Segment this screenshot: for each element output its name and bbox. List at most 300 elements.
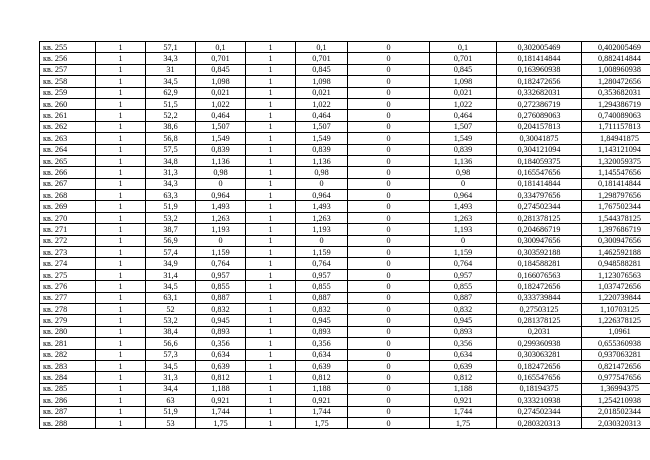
area-cell: 34,3 (146, 53, 196, 64)
value-c-cell: 0,893 (430, 326, 497, 337)
factor-cell: 1 (246, 258, 296, 269)
value-b-cell: 0,021 (296, 87, 348, 98)
zero-cell: 0 (348, 417, 430, 428)
value-b-cell: 0,832 (296, 303, 348, 314)
table-row (40, 417, 650, 428)
count-cell: 1 (96, 406, 146, 417)
factor-cell: 1 (246, 360, 296, 371)
share-cell: 0,299360938 (497, 338, 582, 349)
value-c-cell: 1,188 (430, 383, 497, 394)
count-cell: 1 (96, 167, 146, 178)
value-b-cell: 0,957 (296, 269, 348, 280)
value-a-cell: 0 (196, 178, 246, 189)
total-cell: 1,226378125 (582, 315, 650, 326)
zero-cell: 0 (348, 383, 430, 394)
table-row (40, 383, 650, 394)
share-cell: 0,300947656 (497, 235, 582, 246)
factor-cell: 1 (246, 178, 296, 189)
total-cell: 1,008960938 (582, 64, 650, 75)
apartment-label-cell: кв. 262 (40, 121, 96, 132)
factor-cell: 1 (246, 383, 296, 394)
share-cell: 0,166076563 (497, 269, 582, 280)
value-a-cell: 0,634 (196, 349, 246, 360)
total-cell: 0,948588281 (582, 258, 650, 269)
value-a-cell: 1,507 (196, 121, 246, 132)
apartment-label-cell: кв. 260 (40, 98, 96, 109)
value-a-cell: 0,764 (196, 258, 246, 269)
count-cell: 1 (96, 395, 146, 406)
value-a-cell: 0,464 (196, 110, 246, 121)
apartment-label-cell: кв. 259 (40, 87, 96, 98)
count-cell: 1 (96, 360, 146, 371)
value-a-cell: 1,022 (196, 98, 246, 109)
apartment-label-cell: кв. 279 (40, 315, 96, 326)
count-cell: 1 (96, 417, 146, 428)
area-cell: 51,5 (146, 98, 196, 109)
total-cell: 1,767502344 (582, 201, 650, 212)
zero-cell: 0 (348, 76, 430, 87)
area-cell: 57,1 (146, 42, 196, 53)
factor-cell: 1 (246, 190, 296, 201)
area-cell: 53,2 (146, 212, 196, 223)
total-cell: 0,300947656 (582, 235, 650, 246)
zero-cell: 0 (348, 167, 430, 178)
total-cell: 1,254210938 (582, 395, 650, 406)
area-cell: 63 (146, 395, 196, 406)
factor-cell: 1 (246, 292, 296, 303)
value-b-cell: 0,845 (296, 64, 348, 75)
total-cell: 1,220739844 (582, 292, 650, 303)
apartment-data-table (39, 41, 650, 429)
total-cell: 1,145547656 (582, 167, 650, 178)
value-b-cell: 0,812 (296, 372, 348, 383)
value-a-cell: 0,887 (196, 292, 246, 303)
table-row (40, 64, 650, 75)
count-cell: 1 (96, 87, 146, 98)
value-a-cell: 0,832 (196, 303, 246, 314)
table-row (40, 167, 650, 178)
count-cell: 1 (96, 133, 146, 144)
apartment-label-cell: кв. 284 (40, 372, 96, 383)
value-c-cell: 1,159 (430, 247, 497, 258)
area-cell: 34,8 (146, 155, 196, 166)
value-b-cell: 0,945 (296, 315, 348, 326)
factor-cell: 1 (246, 212, 296, 223)
table-row (40, 315, 650, 326)
value-c-cell: 0,356 (430, 338, 497, 349)
table-row (40, 281, 650, 292)
table-row (40, 110, 650, 121)
value-b-cell: 1,75 (296, 417, 348, 428)
count-cell: 1 (96, 42, 146, 53)
apartment-label-cell: кв. 283 (40, 360, 96, 371)
value-c-cell: 1,493 (430, 201, 497, 212)
value-a-cell: 0,839 (196, 144, 246, 155)
value-b-cell: 0,764 (296, 258, 348, 269)
factor-cell: 1 (246, 417, 296, 428)
value-b-cell: 1,263 (296, 212, 348, 223)
count-cell: 1 (96, 110, 146, 121)
share-cell: 0,184059375 (497, 155, 582, 166)
zero-cell: 0 (348, 338, 430, 349)
value-a-cell: 1,136 (196, 155, 246, 166)
apartment-label-cell: кв. 263 (40, 133, 96, 144)
table-row (40, 53, 650, 64)
area-cell: 63,3 (146, 190, 196, 201)
count-cell: 1 (96, 76, 146, 87)
count-cell: 1 (96, 121, 146, 132)
value-c-cell: 0,855 (430, 281, 497, 292)
value-c-cell: 0 (430, 178, 497, 189)
zero-cell: 0 (348, 190, 430, 201)
area-cell: 52 (146, 303, 196, 314)
value-b-cell: 0,639 (296, 360, 348, 371)
table-row (40, 292, 650, 303)
area-cell: 31,3 (146, 167, 196, 178)
table-row (40, 42, 650, 53)
table-row (40, 201, 650, 212)
area-cell: 51,9 (146, 406, 196, 417)
value-a-cell: 0,356 (196, 338, 246, 349)
zero-cell: 0 (348, 121, 430, 132)
zero-cell: 0 (348, 133, 430, 144)
count-cell: 1 (96, 292, 146, 303)
share-cell: 0,165547656 (497, 167, 582, 178)
value-a-cell: 1,159 (196, 247, 246, 258)
factor-cell: 1 (246, 269, 296, 280)
count-cell: 1 (96, 383, 146, 394)
total-cell: 1,462592188 (582, 247, 650, 258)
share-cell: 0,303063281 (497, 349, 582, 360)
table-row (40, 87, 650, 98)
total-cell: 1,123076563 (582, 269, 650, 280)
table-body (40, 42, 650, 429)
value-c-cell: 1,75 (430, 417, 497, 428)
zero-cell: 0 (348, 98, 430, 109)
zero-cell: 0 (348, 315, 430, 326)
value-c-cell: 0,98 (430, 167, 497, 178)
zero-cell: 0 (348, 292, 430, 303)
area-cell: 53,2 (146, 315, 196, 326)
value-c-cell: 0,634 (430, 349, 497, 360)
zero-cell: 0 (348, 155, 430, 166)
value-a-cell: 0,921 (196, 395, 246, 406)
table-row (40, 144, 650, 155)
area-cell: 56,9 (146, 235, 196, 246)
area-cell: 34,5 (146, 360, 196, 371)
value-c-cell: 0,021 (430, 87, 497, 98)
share-cell: 0,274502344 (497, 406, 582, 417)
value-a-cell: 0,701 (196, 53, 246, 64)
total-cell: 0,937063281 (582, 349, 650, 360)
table-row (40, 395, 650, 406)
value-b-cell: 0,964 (296, 190, 348, 201)
total-cell: 0,181414844 (582, 178, 650, 189)
value-b-cell: 0 (296, 235, 348, 246)
share-cell: 0,182472656 (497, 360, 582, 371)
total-cell: 2,030320313 (582, 417, 650, 428)
count-cell: 1 (96, 190, 146, 201)
area-cell: 34,4 (146, 383, 196, 394)
apartment-label-cell: кв. 281 (40, 338, 96, 349)
value-b-cell: 0,464 (296, 110, 348, 121)
zero-cell: 0 (348, 110, 430, 121)
count-cell: 1 (96, 235, 146, 246)
apartment-label-cell: кв. 257 (40, 64, 96, 75)
zero-cell: 0 (348, 87, 430, 98)
value-b-cell: 1,022 (296, 98, 348, 109)
share-cell: 0,272386719 (497, 98, 582, 109)
factor-cell: 1 (246, 303, 296, 314)
factor-cell: 1 (246, 155, 296, 166)
area-cell: 63,1 (146, 292, 196, 303)
zero-cell: 0 (348, 247, 430, 258)
value-a-cell: 0,945 (196, 315, 246, 326)
count-cell: 1 (96, 155, 146, 166)
area-cell: 62,9 (146, 87, 196, 98)
value-a-cell: 0,639 (196, 360, 246, 371)
share-cell: 0,333739844 (497, 292, 582, 303)
total-cell: 0,821472656 (582, 360, 650, 371)
apartment-label-cell: кв. 273 (40, 247, 96, 258)
share-cell: 0,163960938 (497, 64, 582, 75)
table-row (40, 326, 650, 337)
zero-cell: 0 (348, 303, 430, 314)
value-a-cell: 0,845 (196, 64, 246, 75)
count-cell: 1 (96, 247, 146, 258)
value-a-cell: 1,493 (196, 201, 246, 212)
table-row (40, 235, 650, 246)
area-cell: 31,3 (146, 372, 196, 383)
share-cell: 0,30041875 (497, 133, 582, 144)
value-c-cell: 0,964 (430, 190, 497, 201)
value-b-cell: 1,493 (296, 201, 348, 212)
area-cell: 38,4 (146, 326, 196, 337)
zero-cell: 0 (348, 372, 430, 383)
value-b-cell: 1,744 (296, 406, 348, 417)
factor-cell: 1 (246, 406, 296, 417)
count-cell: 1 (96, 64, 146, 75)
table-row (40, 212, 650, 223)
zero-cell: 0 (348, 178, 430, 189)
factor-cell: 1 (246, 167, 296, 178)
value-c-cell: 0,957 (430, 269, 497, 280)
total-cell: 1,0961 (582, 326, 650, 337)
value-a-cell: 0 (196, 235, 246, 246)
share-cell: 0,184588281 (497, 258, 582, 269)
zero-cell: 0 (348, 326, 430, 337)
apartment-label-cell: кв. 282 (40, 349, 96, 360)
share-cell: 0,280320313 (497, 417, 582, 428)
apartment-label-cell: кв. 255 (40, 42, 96, 53)
apartment-label-cell: кв. 271 (40, 224, 96, 235)
table-row (40, 155, 650, 166)
total-cell: 1,711157813 (582, 121, 650, 132)
factor-cell: 1 (246, 281, 296, 292)
apartment-label-cell: кв. 286 (40, 395, 96, 406)
value-c-cell: 0,887 (430, 292, 497, 303)
zero-cell: 0 (348, 395, 430, 406)
factor-cell: 1 (246, 110, 296, 121)
count-cell: 1 (96, 178, 146, 189)
share-cell: 0,281378125 (497, 315, 582, 326)
value-c-cell: 0,701 (430, 53, 497, 64)
apartment-label-cell: кв. 267 (40, 178, 96, 189)
value-b-cell: 0,921 (296, 395, 348, 406)
value-a-cell: 0,98 (196, 167, 246, 178)
factor-cell: 1 (246, 315, 296, 326)
zero-cell: 0 (348, 360, 430, 371)
value-a-cell: 1,188 (196, 383, 246, 394)
table-row (40, 349, 650, 360)
factor-cell: 1 (246, 349, 296, 360)
total-cell: 1,84941875 (582, 133, 650, 144)
zero-cell: 0 (348, 64, 430, 75)
value-b-cell: 0,98 (296, 167, 348, 178)
area-cell: 31 (146, 64, 196, 75)
table-row (40, 372, 650, 383)
value-b-cell: 1,159 (296, 247, 348, 258)
share-cell: 0,165547656 (497, 372, 582, 383)
apartment-label-cell: кв. 269 (40, 201, 96, 212)
apartment-label-cell: кв. 278 (40, 303, 96, 314)
apartment-label-cell: кв. 275 (40, 269, 96, 280)
value-b-cell: 0,887 (296, 292, 348, 303)
value-c-cell: 0,464 (430, 110, 497, 121)
factor-cell: 1 (246, 133, 296, 144)
apartment-label-cell: кв. 264 (40, 144, 96, 155)
count-cell: 1 (96, 212, 146, 223)
count-cell: 1 (96, 53, 146, 64)
count-cell: 1 (96, 281, 146, 292)
apartment-label-cell: кв. 258 (40, 76, 96, 87)
factor-cell: 1 (246, 144, 296, 155)
area-cell: 38,6 (146, 121, 196, 132)
value-c-cell: 0,921 (430, 395, 497, 406)
value-c-cell: 0,945 (430, 315, 497, 326)
value-c-cell: 0,639 (430, 360, 497, 371)
share-cell: 0,333210938 (497, 395, 582, 406)
value-a-cell: 0,957 (196, 269, 246, 280)
zero-cell: 0 (348, 281, 430, 292)
factor-cell: 1 (246, 235, 296, 246)
table-row (40, 406, 650, 417)
table-row (40, 76, 650, 87)
share-cell: 0,274502344 (497, 201, 582, 212)
share-cell: 0,304121094 (497, 144, 582, 155)
value-b-cell: 1,188 (296, 383, 348, 394)
apartment-label-cell: кв. 270 (40, 212, 96, 223)
total-cell: 1,143121094 (582, 144, 650, 155)
value-c-cell: 1,744 (430, 406, 497, 417)
value-b-cell: 1,549 (296, 133, 348, 144)
total-cell: 1,037472656 (582, 281, 650, 292)
apartment-label-cell: кв. 280 (40, 326, 96, 337)
area-cell: 56,8 (146, 133, 196, 144)
value-b-cell: 0,701 (296, 53, 348, 64)
zero-cell: 0 (348, 224, 430, 235)
zero-cell: 0 (348, 144, 430, 155)
table-row (40, 121, 650, 132)
value-c-cell: 0,1 (430, 42, 497, 53)
apartment-label-cell: кв. 266 (40, 167, 96, 178)
table-row (40, 133, 650, 144)
area-cell: 56,6 (146, 338, 196, 349)
value-b-cell: 0 (296, 178, 348, 189)
apartment-label-cell: кв. 272 (40, 235, 96, 246)
count-cell: 1 (96, 303, 146, 314)
factor-cell: 1 (246, 87, 296, 98)
count-cell: 1 (96, 349, 146, 360)
value-b-cell: 0,893 (296, 326, 348, 337)
count-cell: 1 (96, 338, 146, 349)
apartment-label-cell: кв. 265 (40, 155, 96, 166)
count-cell: 1 (96, 98, 146, 109)
share-cell: 0,2031 (497, 326, 582, 337)
zero-cell: 0 (348, 42, 430, 53)
value-b-cell: 0,839 (296, 144, 348, 155)
area-cell: 34,5 (146, 281, 196, 292)
share-cell: 0,281378125 (497, 212, 582, 223)
share-cell: 0,334797656 (497, 190, 582, 201)
apartment-label-cell: кв. 288 (40, 417, 96, 428)
value-c-cell: 1,507 (430, 121, 497, 132)
value-c-cell: 1,263 (430, 212, 497, 223)
factor-cell: 1 (246, 395, 296, 406)
share-cell: 0,18194375 (497, 383, 582, 394)
count-cell: 1 (96, 258, 146, 269)
value-c-cell: 1,022 (430, 98, 497, 109)
table-row (40, 190, 650, 201)
total-cell: 1,320059375 (582, 155, 650, 166)
total-cell: 0,740089063 (582, 110, 650, 121)
share-cell: 0,182472656 (497, 281, 582, 292)
value-a-cell: 0,812 (196, 372, 246, 383)
value-a-cell: 1,098 (196, 76, 246, 87)
factor-cell: 1 (246, 326, 296, 337)
total-cell: 1,294386719 (582, 98, 650, 109)
factor-cell: 1 (246, 76, 296, 87)
count-cell: 1 (96, 201, 146, 212)
area-cell: 34,9 (146, 258, 196, 269)
factor-cell: 1 (246, 338, 296, 349)
share-cell: 0,302005469 (497, 42, 582, 53)
value-c-cell: 1,193 (430, 224, 497, 235)
value-a-cell: 0,021 (196, 87, 246, 98)
zero-cell: 0 (348, 269, 430, 280)
value-c-cell: 0,764 (430, 258, 497, 269)
count-cell: 1 (96, 315, 146, 326)
total-cell: 0,882414844 (582, 53, 650, 64)
value-b-cell: 0,1 (296, 42, 348, 53)
area-cell: 57,3 (146, 349, 196, 360)
value-a-cell: 0,855 (196, 281, 246, 292)
value-c-cell: 0,832 (430, 303, 497, 314)
total-cell: 1,544378125 (582, 212, 650, 223)
value-a-cell: 1,549 (196, 133, 246, 144)
value-c-cell: 1,098 (430, 76, 497, 87)
value-a-cell: 0,893 (196, 326, 246, 337)
value-c-cell: 0,812 (430, 372, 497, 383)
share-cell: 0,181414844 (497, 53, 582, 64)
value-b-cell: 1,098 (296, 76, 348, 87)
total-cell: 0,977547656 (582, 372, 650, 383)
area-cell: 31,4 (146, 269, 196, 280)
value-c-cell: 1,549 (430, 133, 497, 144)
count-cell: 1 (96, 224, 146, 235)
zero-cell: 0 (348, 201, 430, 212)
table-row (40, 178, 650, 189)
